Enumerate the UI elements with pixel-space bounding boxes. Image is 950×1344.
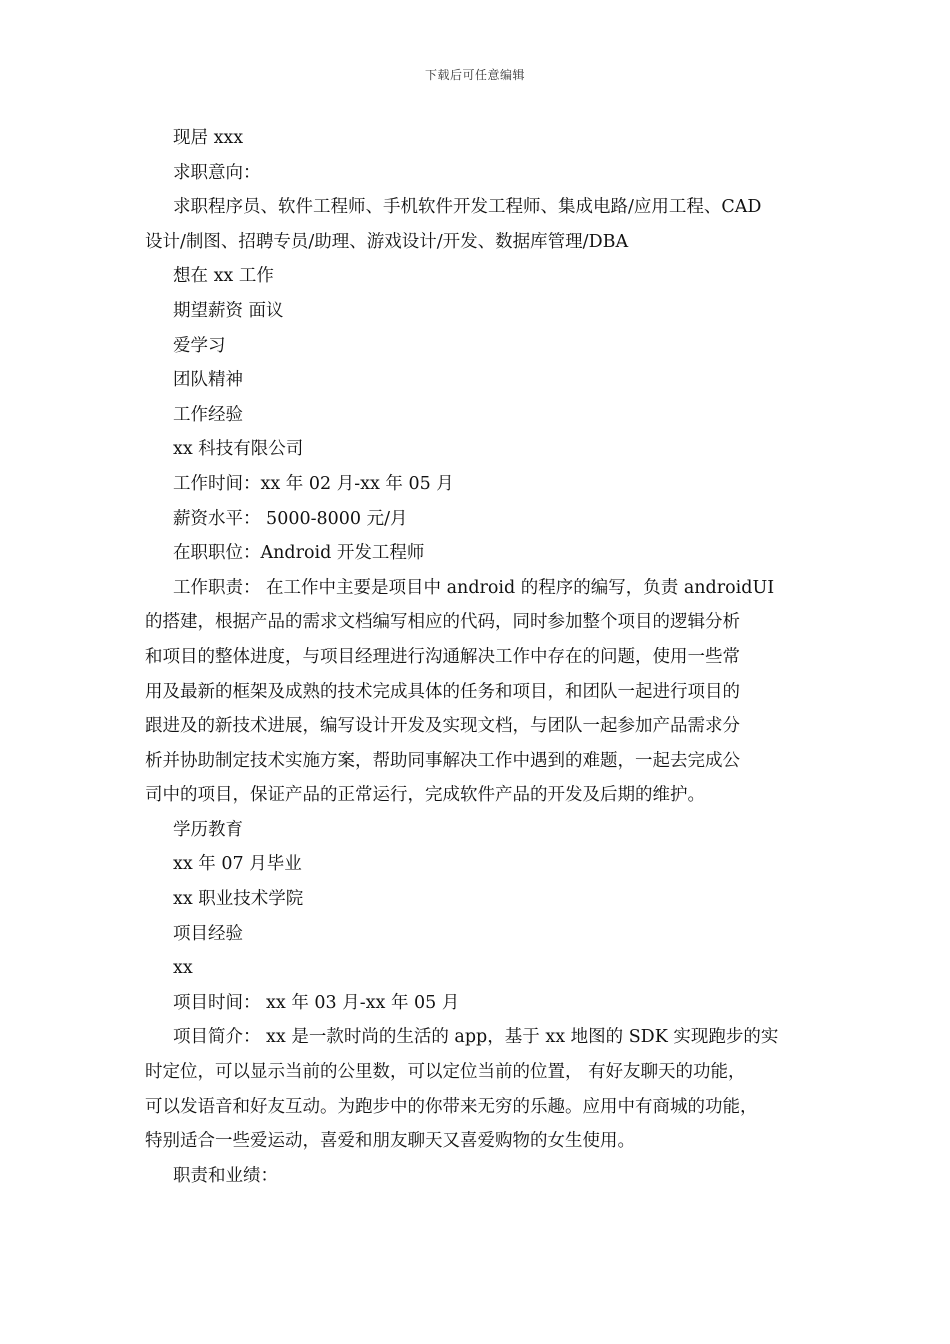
duty-line-4: 用及最新的框架及成熟的技术完成具体的任务和项目，和团队一起进行项目的	[145, 681, 740, 702]
work-experience-heading: 工作经验	[173, 404, 243, 425]
project-intro-line-4: 特别适合一些爱运动，喜爱和朋友聊天又喜爱购物的女生使用。	[145, 1131, 635, 1152]
residence-line: 现居 xxx	[173, 128, 244, 148]
project-intro-line-2: 时定位，可以显示当前的公里数，可以定位当前的位置， 有好友聊天的功能，	[145, 1062, 746, 1083]
duty-line-3: 和项目的整体进度，与项目经理进行沟通解决工作中存在的问题，使用一些常	[145, 646, 740, 667]
project-experience-heading: 项目经验	[173, 923, 243, 944]
resume-body	[145, 121, 810, 1193]
duties-achievements-heading: 职责和业绩：	[173, 1165, 278, 1186]
page-header-note: 下载后可任意编辑	[424, 68, 525, 82]
work-time-line: 工作时间：xx 年 02 月-xx 年 05 月	[173, 473, 454, 494]
trait-line-2: 团队精神	[173, 370, 243, 391]
duty-line-5: 跟进及的新技术进展，编写设计开发及实现文档，与团队一起参加产品需求分	[145, 716, 740, 737]
project-time-line: 项目时间： xx 年 03 月-xx 年 05 月	[173, 992, 460, 1013]
project-intro-line-1: 项目简介： xx 是一款时尚的生活的 app，基于 xx 地图的 SDK 实现跑步的实	[173, 1027, 779, 1048]
company-name: xx 科技有限公司	[173, 439, 304, 460]
work-location-line: 想在 xx 工作	[173, 266, 274, 287]
job-intent-line-2: 设计/制图、招聘专员/助理、游戏设计/开发、数据库管理/DBA	[145, 231, 629, 252]
job-intent-line-1: 求职程序员、软件工程师、手机软件开发工程师、集成电路/应用工程、CAD	[173, 197, 762, 218]
school-line: xx 职业技术学院	[173, 889, 304, 910]
education-heading: 学历教育	[173, 819, 243, 840]
graduation-line: xx 年 07 月毕业	[173, 854, 302, 875]
project-name: xx	[173, 958, 193, 979]
duty-line-2: 的搭建，根据产品的需求文档编写相应的代码，同时参加整个项目的逻辑分析	[145, 612, 740, 633]
position-line: 在职职位：Android 开发工程师	[173, 543, 425, 564]
job-intent-label: 求职意向：	[173, 162, 261, 183]
salary-level-line: 薪资水平： 5000-8000 元/月	[173, 508, 408, 529]
project-intro-line-3: 可以发语音和好友互动。为跑步中的你带来无穷的乐趣。应用中有商城的功能，	[145, 1096, 758, 1117]
duty-line-7: 司中的项目，保证产品的正常运行，完成软件产品的开发及后期的维护。	[145, 785, 705, 806]
trait-line-1: 爱学习	[173, 335, 226, 356]
salary-expectation-line: 期望薪资 面议	[173, 300, 284, 321]
duty-line-1: 工作职责： 在工作中主要是项目中 android 的程序的编写，负责 androidUI	[173, 577, 775, 598]
duty-line-6: 析并协助制定技术实施方案，帮助同事解决工作中遇到的难题，一起去完成公	[145, 750, 740, 771]
